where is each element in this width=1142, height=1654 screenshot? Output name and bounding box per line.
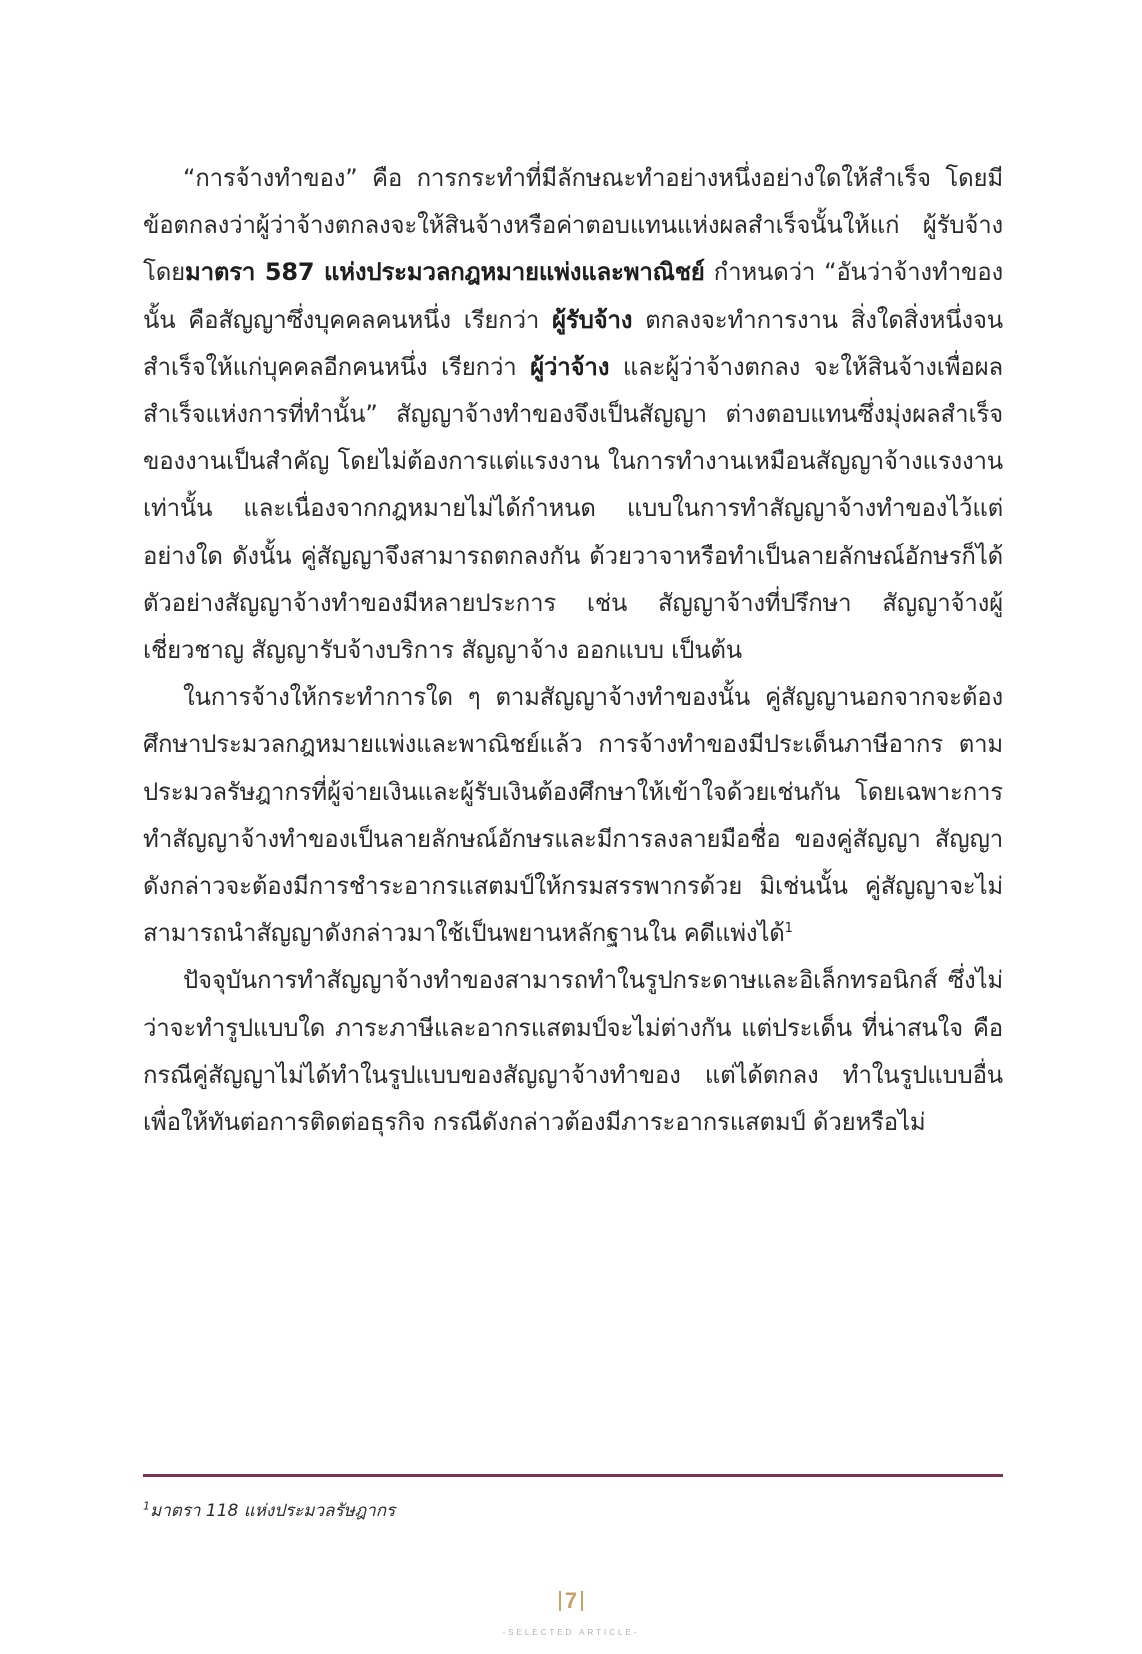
bold-term-contractor: ผู้รับจ้าง: [552, 305, 633, 334]
paragraph-1-text-b: กำหนดว่า “อันว่าจ้างทำของนั้น คือสัญญาซึ่งบุคคลคนหนึ่ง เรียกว่า: [143, 258, 1003, 334]
page-number-left-bar: [559, 1591, 561, 1611]
paragraph-1: [143, 155, 1003, 674]
page-number: [0, 1588, 1142, 1614]
page-number-value: 7: [564, 1588, 578, 1613]
article-body: [143, 155, 1003, 1146]
paragraph-3-text: ปัจจุบันการทำสัญญาจ้างทำของสามารถทำในรูปกระดาษและอิเล็กทรอนิกส์ ซึ่งไม่ว่าจะทำรูปแบบใด ภาระภาษีและอากรแสตมป์จะไม่ต่างกัน แต่ประเด็น ที่น่าสนใจ คือ กรณีคู่สัญญาไม่ได้ทำในรูปแบบของสัญญาจ้างทำของ แต่ได้ตกลง ทำในรูปแบบอื่นเพื่อให้ทันต่อการติดต่อธุรกิจ กรณีดังกล่าวต้องมีภาระอากรแสตมป์ ด้วยหรือไม่: [143, 966, 1003, 1137]
paragraph-1-text-a: “การจ้างทำของ” คือ การกระทำที่มีลักษณะทำอย่างหนึ่งอย่างใดให้สำเร็จ โดยมีข้อตกลงว่าผู้ว่าจ้างตกลงจะให้สินจ้างหรือค่าตอบแทนแห่งผลสำเร็จนั้นให้แก่ ผู้รับจ้าง โดย: [143, 164, 1003, 287]
paragraph-1-text-d: และผู้ว่าจ้างตกลง จะให้สินจ้างเพื่อผลสำเร็จแห่งการที่ทำนั้น” สัญญาจ้างทำของจึงเป็นสัญญา ต่างตอบแทนซึ่งมุ่งผลสำเร็จของงานเป็นสำคัญ โดยไม่ต้องการแต่แรงงาน ในการทำงานเหมือนสัญญาจ้างแรงงานเท่านั้น และเนื่องจากกฎหมายไม่ได้กำหนด แบบในการทำสัญญาจ้างทำของไว้แต่อย่างใด ดังนั้น คู่สัญญาจึงสามารถตกลงกัน ด้วยวาจาหรือทำเป็นลายลักษณ์อักษรก็ได้ ตัวอย่างสัญญาจ้างทำของมีหลายประการ เช่น สัญญาจ้างที่ปรึกษา สัญญาจ้างผู้เชี่ยวชาญ สัญญารับจ้างบริการ สัญญาจ้าง ออกแบบ เป็นต้น: [143, 352, 1003, 665]
footnote-number: 1: [143, 1499, 150, 1513]
bold-law-reference: มาตรา 587 แห่งประมวลกฎหมายแพ่งและพาณิชย์: [184, 258, 705, 287]
paragraph-2: [143, 674, 1003, 957]
bold-term-employer: ผู้ว่าจ้าง: [530, 352, 610, 381]
footnote-text: มาตรา 118 แห่งประมวลรัษฎากร: [150, 1501, 396, 1521]
paragraph-2-text: ในการจ้างให้กระทำการใด ๆ ตามสัญญาจ้างทำของนั้น คู่สัญญานอกจากจะต้อง ศึกษาประมวลกฎหมายแพ่งและพาณิชย์แล้ว การจ้างทำของมีประเด็นภาษีอากร ตามประมวลรัษฎากรที่ผู้จ่ายเงินและผู้รับเงินต้องศึกษาให้เข้าใจด้วยเช่นกัน โดยเฉพาะการทำสัญญาจ้างทำของเป็นลายลักษณ์อักษรและมีการลงลายมือชื่อ ของคู่สัญญา สัญญาดังกล่าวจะต้องมีการชำระอากรแสตมป์ให้กรมสรรพากรด้วย มิเช่นนั้น คู่สัญญาจะไม่สามารถนำสัญญาดังกล่าวมาใช้เป็นพยานหลักฐานใน คดีแพ่งได้: [143, 683, 1003, 948]
section-label: -SELECTED ARTICLE-: [502, 1628, 640, 1637]
page-number-right-bar: [581, 1591, 583, 1611]
footnote-divider: [143, 1474, 1003, 1477]
footnote-reference[interactable]: 1: [784, 921, 793, 937]
footnote: [143, 1497, 395, 1524]
paragraph-1-text-c: ตกลงจะทำการงาน สิ่งใดสิ่งหนึ่งจนสำเร็จให้แก่บุคคลอีกคนหนึ่ง เรียกว่า: [143, 305, 1003, 381]
paragraph-3: [143, 957, 1003, 1146]
